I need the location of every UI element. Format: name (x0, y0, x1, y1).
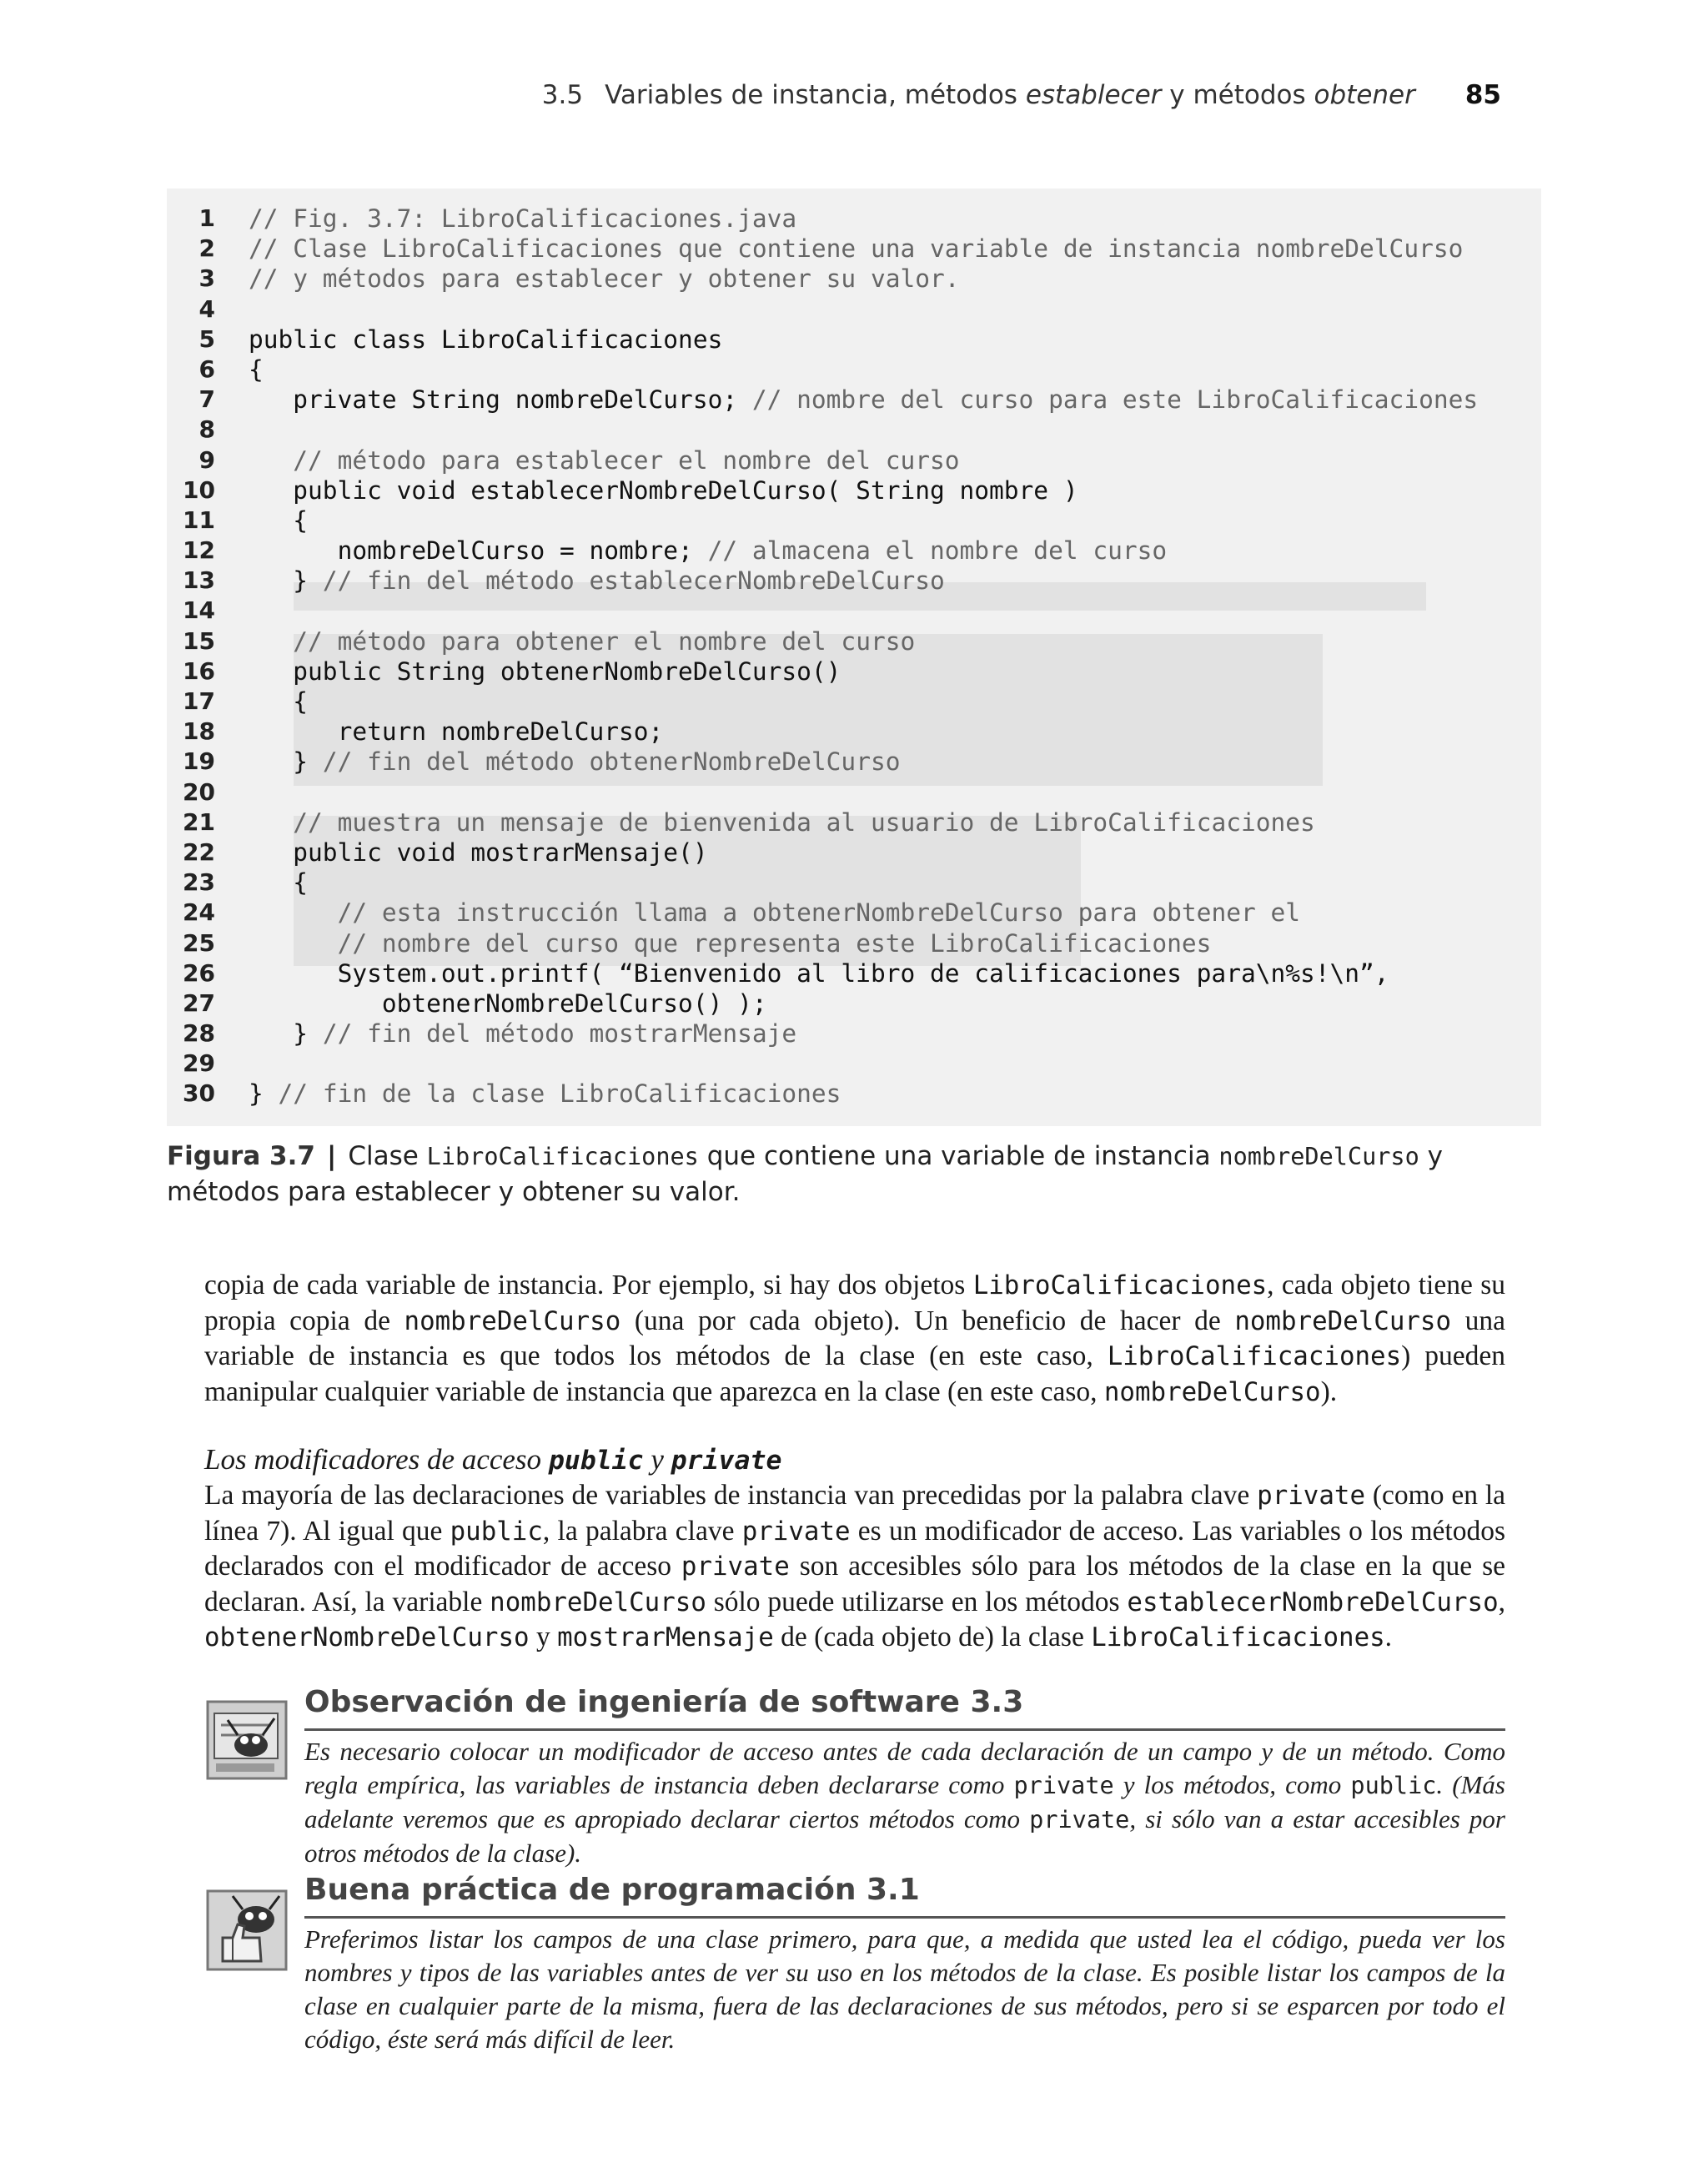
code-line (167, 355, 1541, 385)
caption-separator: | (326, 1141, 337, 1171)
inline-code: private (1029, 1806, 1130, 1833)
code-comment: // esta instrucción llama a obtenerNombreDelCurso para obtener el (337, 898, 1301, 928)
line-number: 18 (183, 717, 215, 746)
code-line (167, 1019, 1541, 1049)
code-line (167, 294, 1541, 324)
code-text (249, 958, 1389, 988)
inline-code: private (741, 1516, 851, 1547)
code-text (249, 898, 1300, 928)
code-text (249, 264, 960, 294)
code-text (249, 445, 960, 475)
note-text: y los métodos, como (1113, 1770, 1351, 1799)
code-statement: nombreDelCurso = nombre; (249, 536, 708, 566)
paragraph-text: y (529, 1622, 558, 1652)
note-text: . (Más adelante veremos que es apropiado declarar ciertos métodos como (304, 1770, 1505, 1833)
line-number: 28 (183, 1019, 215, 1048)
paragraph-text: es un modificador de acceso. Las variables o los métodos declarados con el modificador de acceso (204, 1515, 1506, 1582)
code-line (167, 1079, 1541, 1109)
code-comment: // fin de la clase LibroCalificaciones (278, 1079, 841, 1109)
note-text: Preferimos listar los campos de una clase primero, para que, a medida que usted lea el código, pueda ver los nombres y tipos de las variables antes de ver su uso en los métodos de la clase. Es posible listar los campos de la clase en cualquier parte de la misma, fuera de las declaraciones de sus métodos, pero si se esparcen por todo el código, éste será más difícil de leer. (304, 1924, 1505, 2054)
inline-code: public (450, 1516, 543, 1547)
code-line (167, 1049, 1541, 1079)
header-title-em2: obtener (1314, 80, 1415, 110)
code-statement: public void mostrarMensaje() (249, 837, 708, 867)
header-title-part1: Variables de instancia, métodos (605, 80, 1026, 110)
code-statement: } (249, 1079, 279, 1109)
inline-code: private (1013, 1772, 1114, 1799)
inline-code: nombreDelCurso (1103, 1376, 1321, 1407)
code-line (167, 807, 1541, 837)
code-text (249, 536, 1167, 566)
inline-code: private (1257, 1481, 1365, 1511)
code-comment: // nombre del curso para este LibroCalificaciones (751, 385, 1479, 415)
line-number: 7 (198, 385, 215, 414)
note-rule (304, 1916, 1505, 1919)
code-text (249, 747, 900, 777)
line-number: 9 (198, 445, 215, 474)
code-statement: private String nombreDelCurso; (249, 385, 752, 415)
line-number: 17 (183, 687, 215, 715)
code-line (167, 506, 1541, 536)
code-text (249, 385, 1478, 415)
code-line (167, 234, 1541, 264)
code-line (167, 566, 1541, 596)
code-statement (249, 808, 293, 837)
running-header (0, 80, 1501, 110)
code-line (167, 958, 1541, 988)
code-text (249, 506, 308, 536)
code-statement: } (249, 1019, 323, 1049)
line-number: 10 (183, 475, 215, 504)
good-programming-practice-note (204, 1873, 1505, 2073)
code-line (167, 445, 1541, 475)
paragraph-text: ) pueden manipular cualquier variable de instancia que aparezca en la clase (en este caso, (204, 1341, 1505, 1407)
code-text (249, 234, 1463, 264)
code-statement: { (249, 868, 309, 898)
code-comment: // Fig. 3.7: LibroCalificaciones.java (249, 204, 797, 233)
code-comment: // nombre del curso que representa este LibroCalificaciones (337, 928, 1212, 958)
heading-text: y (643, 1443, 671, 1476)
code-lines (167, 204, 1541, 1109)
code-text (249, 868, 308, 898)
code-comment: // Clase LibroCalificaciones que contiene una variable de instancia nombreDelCurso (249, 234, 1464, 264)
code-comment: // método para establecer el nombre del curso (293, 445, 960, 475)
code-line (167, 596, 1541, 626)
paragraph-text: , cada objeto tiene su propia copia de (204, 1270, 1505, 1336)
inline-code: mostrarMensaje (557, 1622, 774, 1652)
code-text (249, 324, 722, 355)
section-heading (204, 1443, 781, 1476)
figure-caption (167, 1139, 1543, 1210)
line-number: 11 (183, 506, 215, 534)
header-title-part2: y métodos (1161, 80, 1314, 110)
code-statement: { (249, 687, 309, 716)
code-text (249, 1079, 841, 1109)
caption-text: Clase (348, 1141, 427, 1171)
code-text (249, 837, 708, 868)
paragraph-text: sólo puede utilizarse en los métodos (706, 1586, 1128, 1617)
line-number: 20 (183, 777, 215, 806)
caption-text: que contiene una variable de instancia (698, 1141, 1219, 1171)
code-statement: System.out.printf( “Bienvenido al libro de calificaciones para\n%s!\n”, (249, 958, 1389, 988)
line-number: 19 (183, 747, 215, 776)
note-title: Buena práctica de programación 3.1 (304, 1873, 920, 1907)
paragraph-access-modifiers (204, 1478, 1505, 1656)
note-body (304, 1735, 1505, 1870)
code-line (167, 656, 1541, 687)
line-number: 24 (183, 898, 215, 927)
code-text (249, 204, 796, 234)
code-line (167, 204, 1541, 234)
code-line (167, 324, 1541, 355)
figure-label: Figura 3.7 (167, 1141, 315, 1171)
code-text (249, 656, 841, 687)
header-title-em1: establecer (1025, 80, 1162, 110)
code-line (167, 898, 1541, 928)
code-comment: // y métodos para establecer y obtener su valor. (249, 264, 960, 294)
code-line (167, 264, 1541, 294)
code-line (167, 777, 1541, 807)
paragraph-text: (como en la línea 7). Al igual que (204, 1480, 1505, 1547)
code-line (167, 626, 1541, 656)
code-statement (249, 446, 293, 475)
paragraph-text: La mayoría de las declaraciones de variables de instancia van precedidas por la palabra clave (204, 1480, 1258, 1511)
line-number: 23 (183, 868, 215, 897)
code-statement: } (249, 747, 323, 777)
code-statement: public void establecerNombreDelCurso( String nombre ) (249, 475, 1078, 505)
caption-text: y métodos para establecer y obtener su valor. (167, 1141, 1443, 1207)
note-rule (304, 1728, 1505, 1731)
code-text (249, 687, 308, 717)
line-number: 13 (183, 566, 215, 595)
software-engineering-note (204, 1685, 1505, 1868)
code-statement: { (249, 355, 264, 384)
code-line (167, 928, 1541, 958)
paragraph-text: , la palabra clave (542, 1515, 742, 1547)
heading-text: Los modificadores de acceso (204, 1443, 549, 1476)
inline-code: LibroCalificaciones (972, 1270, 1268, 1300)
line-number: 30 (183, 1079, 215, 1108)
code-text (249, 566, 945, 596)
code-comment: // fin del método establecerNombreDelCurso (322, 566, 945, 596)
line-number: 2 (198, 234, 215, 263)
inline-code: LibroCalificaciones (1091, 1622, 1385, 1652)
section-number: 3.5 (541, 80, 584, 110)
code-line (167, 415, 1541, 445)
code-text (249, 988, 767, 1019)
paragraph-instance-copies (204, 1268, 1505, 1410)
line-number: 4 (198, 294, 215, 323)
line-number: 12 (183, 536, 215, 565)
inline-code: nombreDelCurso (404, 1305, 621, 1336)
code-comment: // fin del método obtenerNombreDelCurso (322, 747, 901, 777)
code-statement: public String obtenerNombreDelCurso() (249, 656, 841, 686)
code-line (167, 536, 1541, 566)
caption-code: LibroCalificaciones (426, 1143, 699, 1170)
line-number: 25 (183, 928, 215, 957)
thumbs-up-bug-icon (204, 1888, 291, 1974)
code-comment: // muestra un mensaje de bienvenida al usuario de LibroCalificaciones (293, 807, 1315, 837)
code-line (167, 747, 1541, 777)
caption-code: nombreDelCurso (1218, 1143, 1419, 1170)
code-statement: } (249, 566, 323, 596)
paragraph-text: . (1384, 1622, 1393, 1652)
inline-code: LibroCalificaciones (1107, 1341, 1402, 1371)
code-statement (249, 898, 338, 927)
line-number: 14 (183, 596, 215, 625)
code-statement: obtenerNombreDelCurso() ); (249, 988, 767, 1018)
paragraph-text: una variable de instancia es que todos los métodos de la clase (en este caso, (204, 1305, 1505, 1371)
line-number: 22 (183, 837, 215, 866)
inline-code: private (681, 1552, 790, 1582)
code-comment: // método para obtener el nombre del curso (293, 626, 916, 656)
heading-code: public (548, 1446, 644, 1476)
inline-code: nombreDelCurso (1234, 1305, 1452, 1336)
code-text (249, 626, 915, 656)
inline-code: obtenerNombreDelCurso (204, 1622, 530, 1652)
code-text (249, 717, 663, 747)
line-number: 21 (183, 807, 215, 836)
code-line (167, 385, 1541, 415)
line-number: 3 (198, 264, 215, 293)
paragraph-text: son accesibles sólo para los métodos de la clase en la que se declaran. Así, la variable (204, 1551, 1505, 1617)
code-line (167, 475, 1541, 506)
inline-code: public (1350, 1772, 1437, 1799)
page-number: 85 (1464, 80, 1501, 110)
software-engineering-bug-icon (204, 1697, 291, 1783)
paragraph-text: , (1498, 1586, 1505, 1617)
inline-code: nombreDelCurso (490, 1587, 706, 1617)
code-line (167, 988, 1541, 1019)
line-number: 8 (198, 415, 215, 444)
note-text: , si sólo van a estar accesibles por otros métodos de la clase). (304, 1804, 1505, 1868)
code-comment: // almacena el nombre del curso (707, 536, 1168, 566)
code-text (249, 355, 264, 385)
code-text (249, 1019, 796, 1049)
line-number: 1 (198, 204, 215, 232)
code-statement: return nombreDelCurso; (249, 717, 664, 747)
note-title: Observación de ingeniería de software 3.3 (304, 1685, 1024, 1719)
code-text (249, 475, 1078, 506)
line-number: 16 (183, 656, 215, 685)
paragraph-text: (una por cada objeto). Un beneficio de hacer de (620, 1305, 1235, 1336)
line-number: 5 (198, 324, 215, 353)
code-comment: // fin del método mostrarMensaje (322, 1019, 797, 1049)
note-text: Es necesario colocar un modificador de acceso antes de cada declaración de un campo y de un método. Como regla empírica, las variables de instancia deben declararse como (304, 1737, 1505, 1799)
note-body (304, 1923, 1505, 2056)
code-text (249, 807, 1315, 837)
code-listing (167, 189, 1541, 1126)
line-number: 6 (198, 355, 215, 383)
code-line (167, 868, 1541, 898)
line-number: 27 (183, 988, 215, 1017)
code-text (249, 928, 1211, 958)
code-line (167, 837, 1541, 868)
paragraph-text: ). (1320, 1376, 1338, 1407)
code-statement: { (249, 506, 309, 535)
line-number: 29 (183, 1049, 215, 1078)
paragraph-text: de (cada objeto de) la clase (773, 1622, 1092, 1652)
inline-code: establecerNombreDelCurso (1127, 1587, 1499, 1617)
paragraph-text: copia de cada variable de instancia. Por ejemplo, si hay dos objetos (204, 1270, 973, 1300)
heading-code: private (671, 1446, 782, 1476)
code-line (167, 687, 1541, 717)
line-number: 26 (183, 958, 215, 987)
code-statement: public class LibroCalificaciones (249, 324, 723, 354)
line-number: 15 (183, 626, 215, 655)
code-statement (249, 627, 293, 656)
code-line (167, 717, 1541, 747)
code-statement (249, 929, 338, 958)
